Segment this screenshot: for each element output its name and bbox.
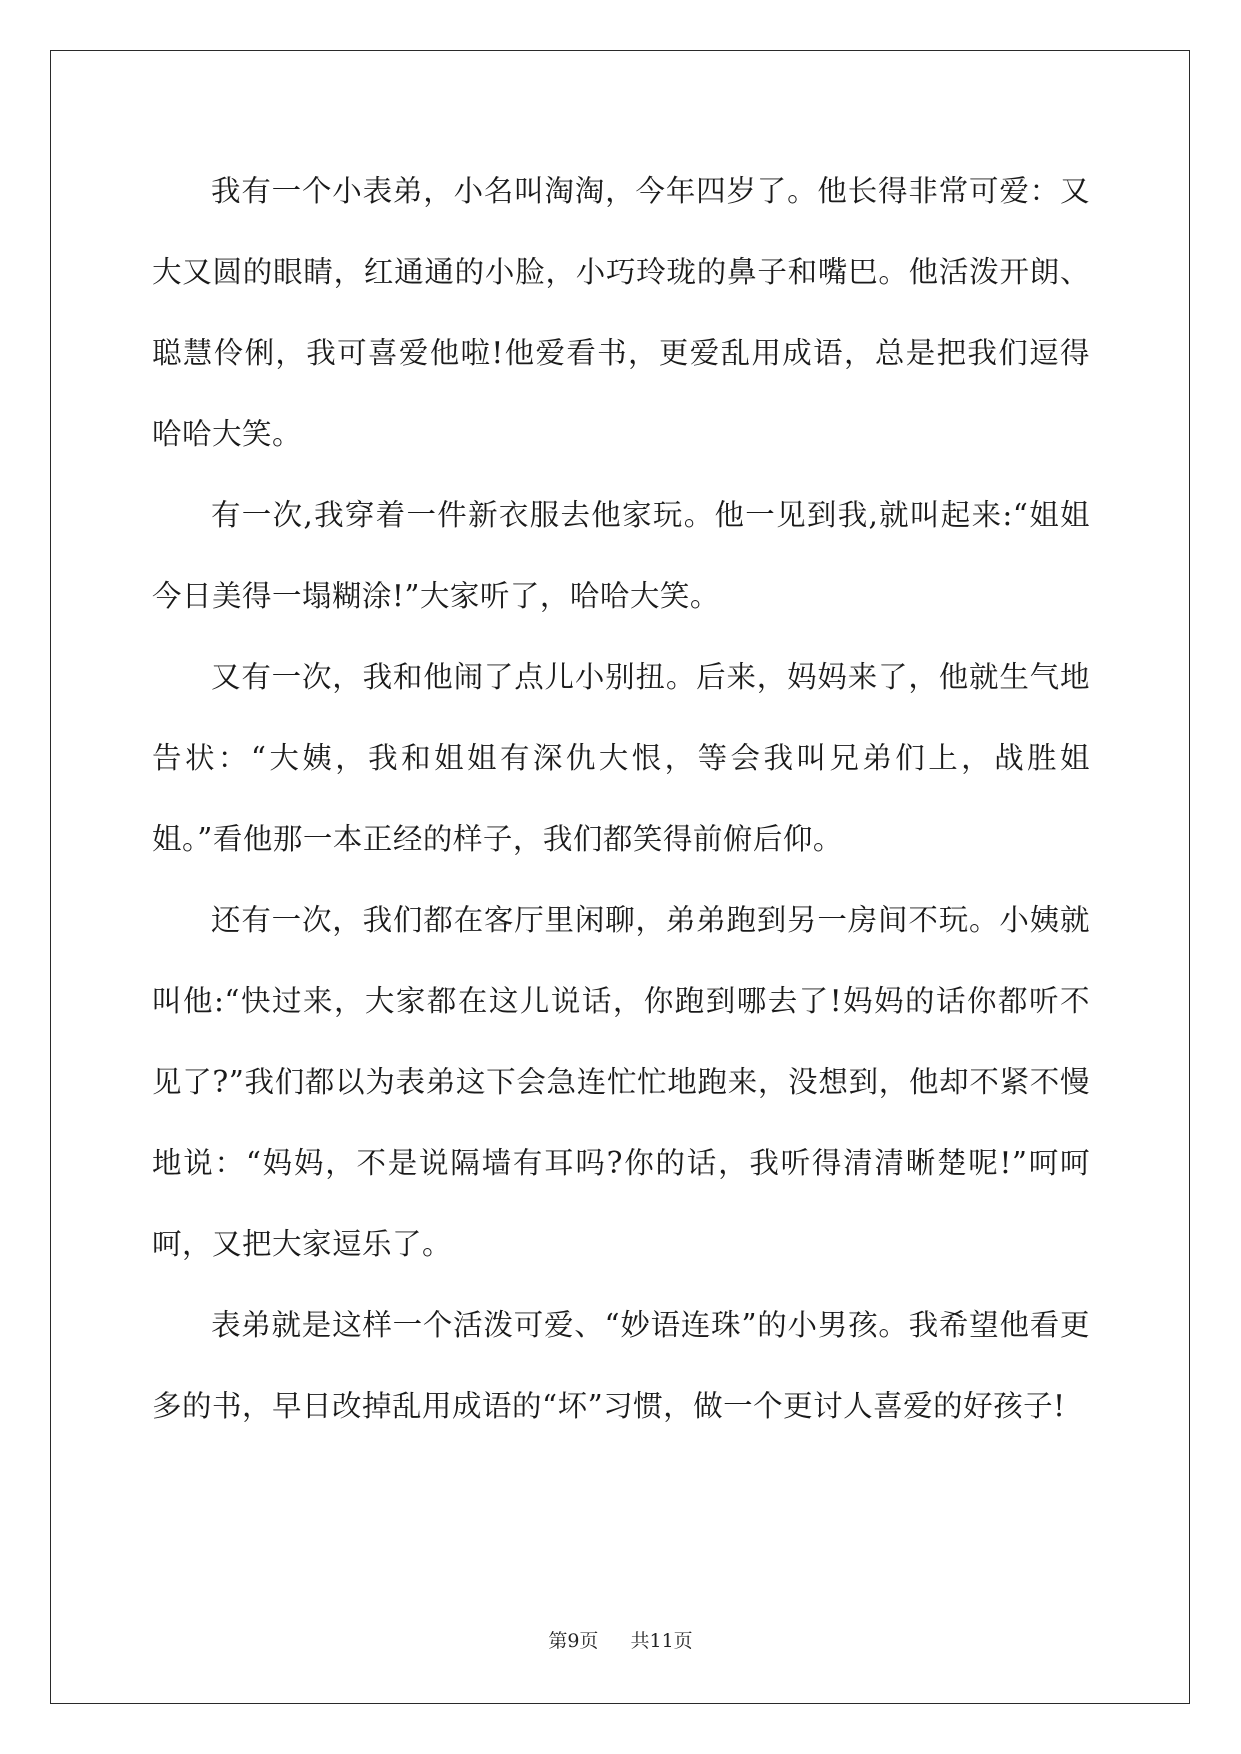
paragraph-1: 我有一个小表弟，小名叫淘淘，今年四岁了。他长得非常可爱：又大又圆的眼睛，红通通的小脸，小巧玲珑的鼻子和嘴巴。他活泼开朗、聪慧伶俐，我可喜爱他啦!他爱看书，更爱乱用成语，总是把我们逗得哈哈大笑。 — [152, 174, 1090, 451]
paragraph-2: 有一次,我穿着一件新衣服去他家玩。他一见到我,就叫起来:“姐姐今日美得一塌糊涂!”大家听了，哈哈大笑。 — [152, 498, 1090, 613]
paragraph-3: 又有一次，我和他闹了点儿小别扭。后来，妈妈来了，他就生气地告状：“大姨，我和姐姐有深仇大恨，等会我叫兄弟们上，战胜姐姐。”看他那一本正经的样子，我们都笑得前俯后仰。 — [152, 660, 1090, 856]
page-footer — [0, 1626, 1241, 1653]
page-number-current: 第9页 — [548, 1630, 599, 1652]
page-number-total: 共11页 — [630, 1630, 693, 1652]
paragraph-4: 还有一次，我们都在客厅里闲聊，弟弟跑到另一房间不玩。小姨就叫他:“快过来，大家都在这儿说话，你跑到哪去了!妈妈的话你都听不见了?”我们都以为表弟这下会急连忙忙地跑来，没想到，他却不紧不慢地说：“妈妈，不是说隔墙有耳吗?你的话，我听得清清晰楚呢!”呵呵呵，又把大家逗乐了。 — [152, 903, 1090, 1261]
document-body — [152, 151, 1090, 1447]
paragraph-5: 表弟就是这样一个活泼可爱、“妙语连珠”的小男孩。我希望他看更多的书，早日改掉乱用成语的“坏”习惯，做一个更讨人喜爱的好孩子! — [152, 1308, 1090, 1423]
